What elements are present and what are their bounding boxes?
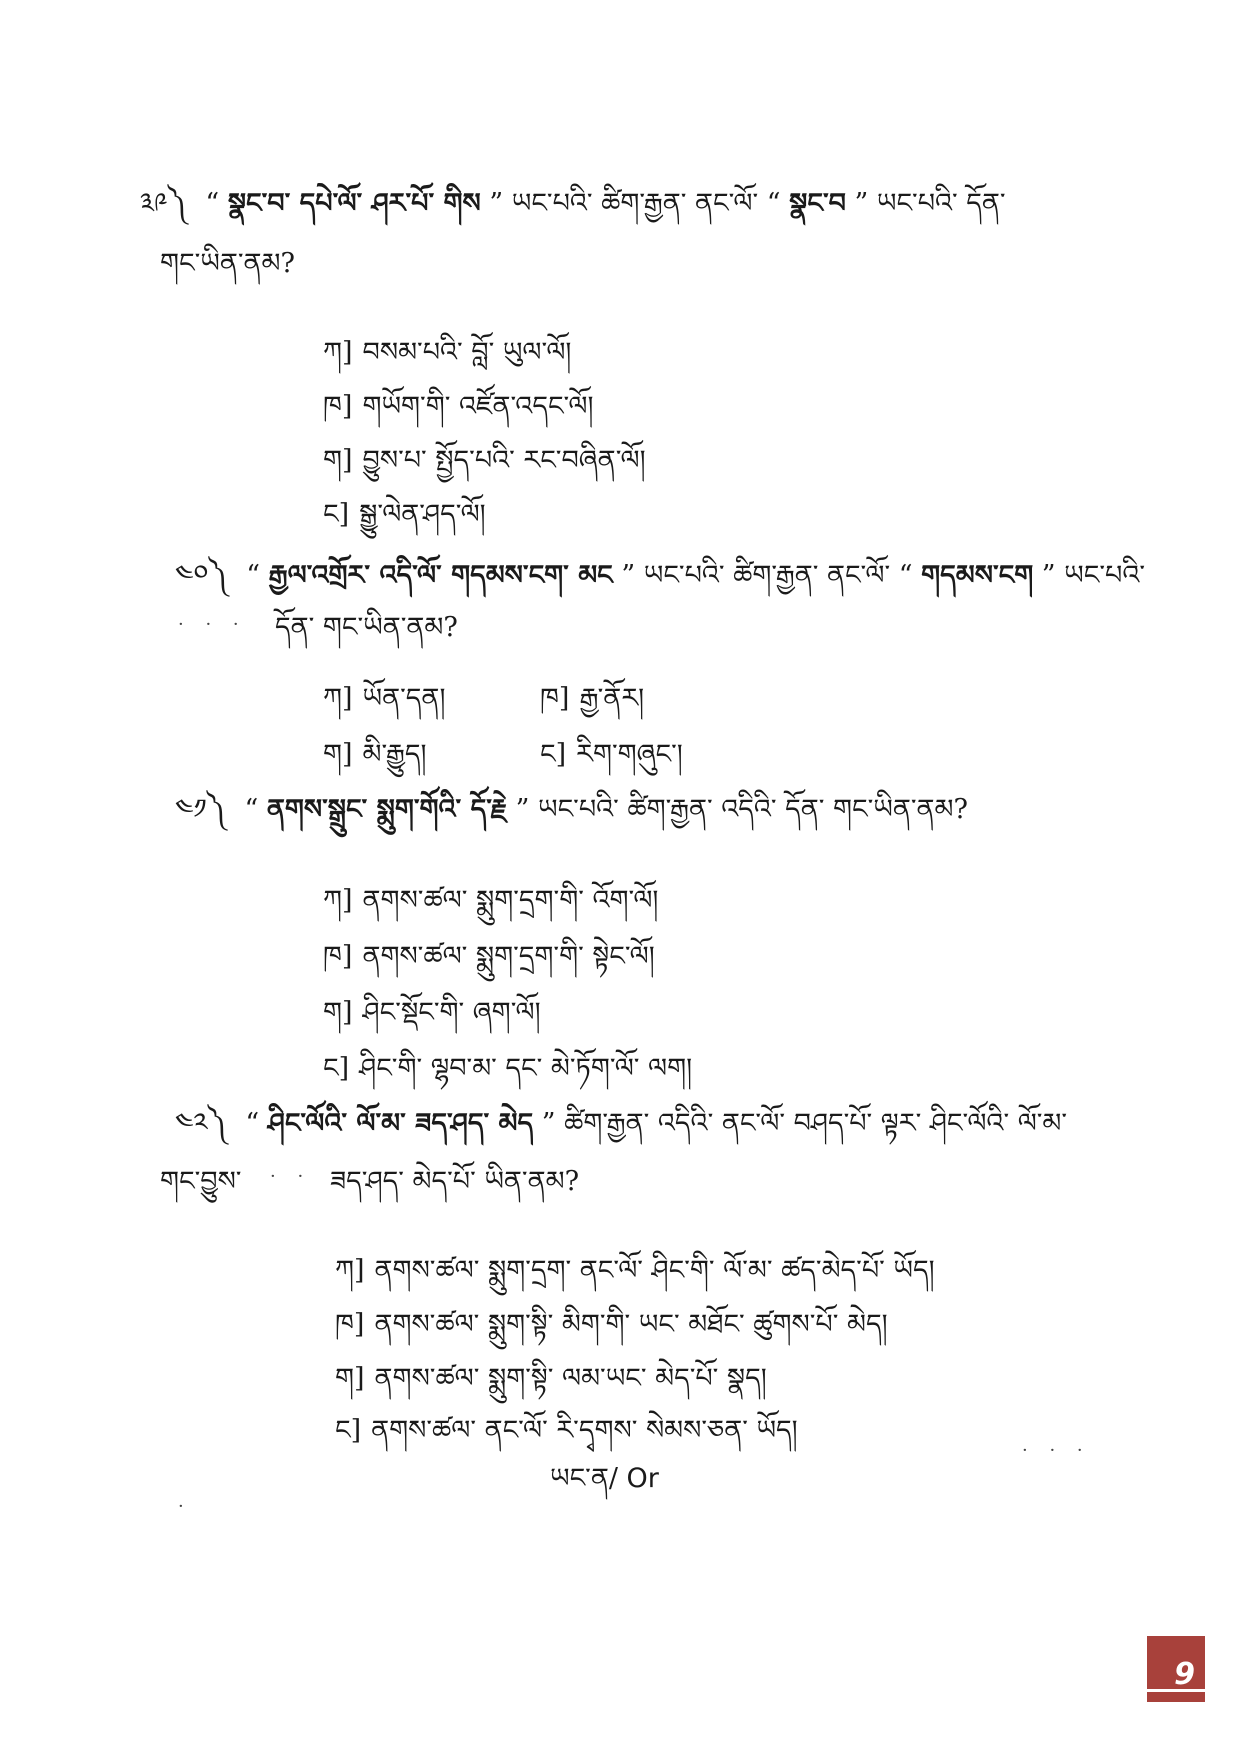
question-41-stem: ༤༡༽ “ ནགས་སྒྲུང་ སྨུག་གོའི་ དོ་རྗེ ” ཡང་པའི་ ཚིག་རྒྱན་ འདིའི་ དོན་ གང་ཡིན་ནམ? [175, 794, 968, 825]
option-41-c: ག] ཤིང་སྡོང་གི་ ཞག་ལོ། [323, 997, 541, 1028]
option-40-d: ང] རིག་གཞུང་། [540, 739, 683, 770]
option-39-a: ཀ] བསམ་པའི་ བློ་ ཡུལ་ལོ། [323, 337, 572, 368]
question-42-stem-line2: ཟད་ཤད་ མེད་པོ་ ཡིན་ནམ? [330, 1166, 580, 1197]
option-42-d: ང] ནགས་ཚལ་ ནང་ལོ་ རི་དྭགས་ སེམས་ཅན་ ཡོད། [335, 1415, 798, 1446]
option-40-b: ཁ] རྒྱ་ནོར། [540, 683, 645, 714]
option-40-a: ཀ] ཡོན་དན། [323, 683, 446, 714]
quoted-word: སྣང་བ [789, 188, 846, 219]
question-40-stem: ༤༠༽ “ རྒྱལ་འགྲོར་ འདི་ལོ་ གདམས་ངག་ མང ” ཡང་པའི་ ཚིག་རྒྱན་ ནང་ལོ་ “ གདམས་ངག ” ཡང་པའི་ [175, 560, 1145, 591]
quoted-word: གདམས་ངག [921, 560, 1034, 591]
stray-dot: · [178, 1496, 192, 1517]
question-number: ༤༢༽ [175, 1108, 227, 1139]
option-39-d: ང] སྒྱུ་ལེན་ཤད་ལོ། [323, 499, 486, 530]
stray-dots: · · [270, 1166, 312, 1187]
question-number: ༤༠༽ [175, 560, 228, 591]
option-39-c: ག] བྱུས་པ་ སྤྱོད་པའི་ རང་བཞིན་ལོ། [323, 445, 646, 476]
option-41-a: ཀ] ནགས་ཚལ་ སྨུག་དྲག་གི་ འོག་ལོ། [323, 885, 659, 916]
question-39-stem-line2: གང་ཡིན་ནམ? [160, 248, 295, 279]
option-41-b: ཁ] ནགས་ཚལ་ སྨུག་དྲག་གི་ སྟེང་ལོ། [323, 941, 655, 972]
quoted-phrase: སྣང་བ་ དཔེ་ལོ་ ཤར་པོ་ གིས [227, 188, 481, 219]
question-39-stem: ༣༩༽ “ སྣང་བ་ དཔེ་ལོ་ ཤར་པོ་ གིས ” ཡང་པའི་ ཚིག་རྒྱན་ ནང་ལོ་ “ སྣང་བ ” ཡང་པའི་ དོན་ [140, 188, 1006, 219]
page-number-box [1147, 1636, 1205, 1702]
option-42-a: ཀ] ནགས་ཚལ་ སྨུག་དྲག་ ནང་ལོ་ ཤིང་གི་ ལོ་མ་ ཚད་མེད་པོ་ ཡོད། [335, 1255, 935, 1286]
option-42-c: ག] ནགས་ཚལ་ སྨུག་སྟི་ ལམ་ཡང་ མེད་པོ་ སྣད། [335, 1363, 767, 1394]
option-39-b: ཁ] གཡོག་གི་ འཛོན་འདང་ལོ། [323, 391, 594, 422]
option-42-b: ཁ] ནགས་ཚལ་ སྨུག་སྟི་ མིག་གི་ ཡང་ མཐོང་ ཚུགས་པོ་ མེད། [335, 1309, 888, 1340]
option-41-d: ང] ཤིང་གི་ ལྷབ་མ་ དང་ མེ་ཏོག་ལོ་ ལག། [323, 1053, 693, 1084]
quoted-phrase: ཤིང་ལོའི་ ལོ་མ་ ཟད་ཤད་ མེད [267, 1108, 534, 1139]
question-42-stem: ༤༢༽ “ ཤིང་ལོའི་ ལོ་མ་ ཟད་ཤད་ མེད ” ཚིག་རྒྱན་ འདིའི་ ནང་ལོ་ བཤད་པོ་ ལྟར་ ཤིང་ལོའི་ ལོ་མ་ [175, 1108, 1068, 1139]
option-40-c: ག] མི་རྒྱུད། [323, 739, 427, 770]
question-42-stem-line2-prefix: གང་བྱུས་ [160, 1166, 242, 1197]
question-number: ༣༩༽ [140, 188, 187, 219]
quoted-phrase: རྒྱལ་འགྲོར་ འདི་ལོ་ གདམས་ངག་ མང [268, 560, 613, 591]
quoted-phrase: ནགས་སྒྲུང་ སྨུག་གོའི་ དོ་རྗེ [266, 794, 508, 825]
page-number: 9 [1174, 1657, 1195, 1692]
stray-dots: · · · [178, 614, 247, 635]
or-separator: ཡང་ན/ Or [550, 1463, 659, 1494]
question-number: ༤༡༽ [175, 794, 226, 825]
question-40-stem-line2: དོན་ གང་ཡིན་ནམ? [275, 612, 458, 643]
stray-dots: · · · [1022, 1440, 1091, 1461]
